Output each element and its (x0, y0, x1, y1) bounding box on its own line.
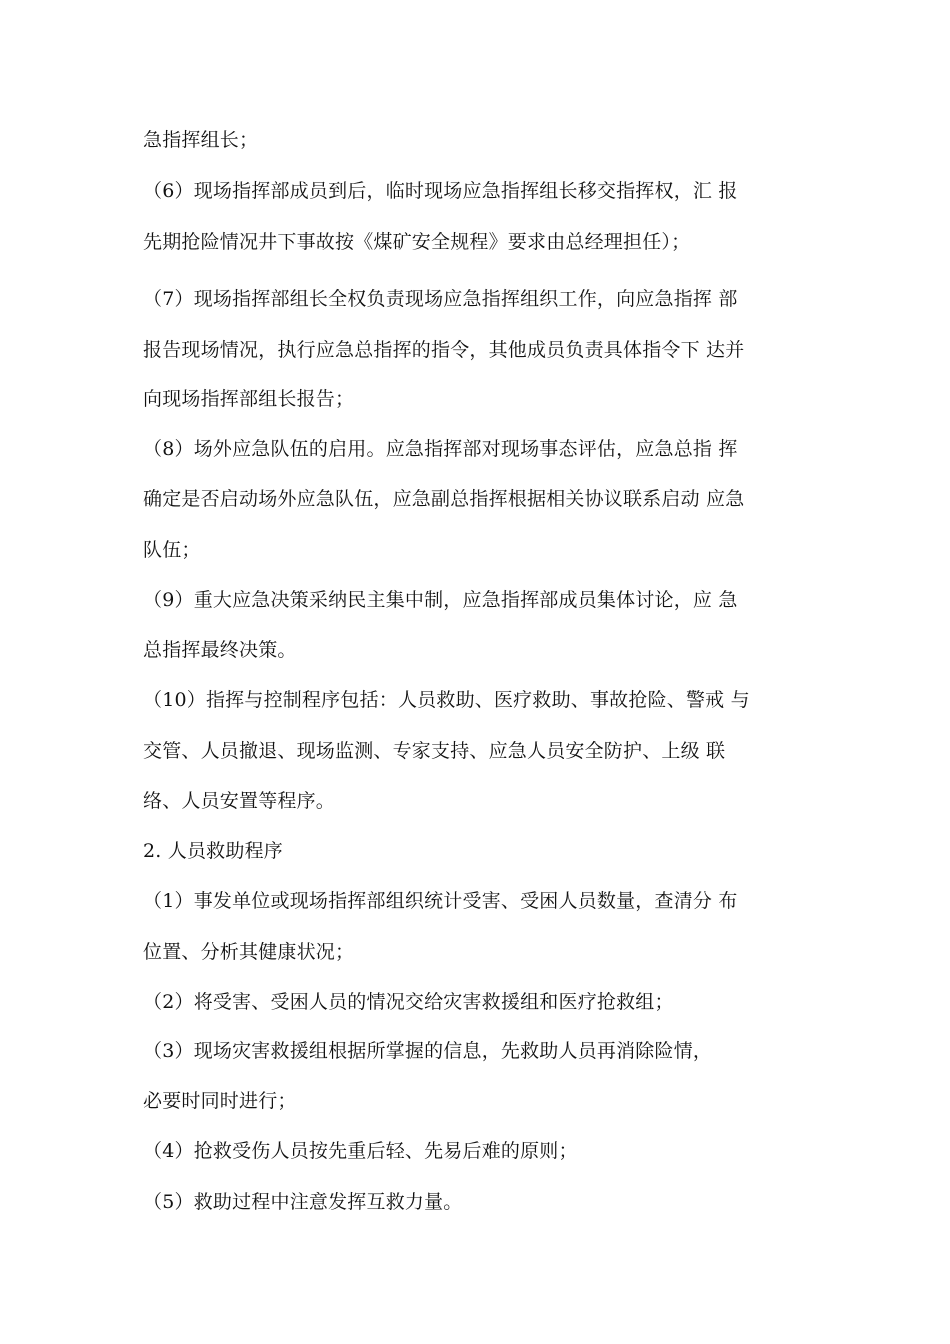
text-line: （1）事发单位或现场指挥部组织统计受害、受困人员数量，查清分 布 (143, 890, 738, 912)
text-line: （6）现场指挥部成员到后，临时现场应急指挥组长移交指挥权，汇 报 (143, 180, 738, 202)
text-line: （9）重大应急决策采纳民主集中制，应急指挥部成员集体讨论，应 急 (143, 589, 738, 611)
text-line: 先期抢险情况井下事故按《煤矿安全规程》要求由总经理担任）； (143, 231, 691, 253)
text-line: 确定是否启动场外应急队伍，应急副总指挥根据相关协议联系启动 应急 (143, 488, 745, 510)
text-line: 报告现场情况，执行应急总指挥的指令，其他成员负责具体指令下 达并 (143, 339, 745, 361)
text-line: 位置、分析其健康状况； (143, 941, 355, 963)
text-line: （5）救助过程中注意发挥互救力量。 (143, 1191, 463, 1213)
text-line: 急指挥组长； (143, 129, 259, 151)
text-line: （8）场外应急队伍的启用。应急指挥部对现场事态评估，应急总指 挥 (143, 438, 738, 460)
text-line: 络、人员安置等程序。 (143, 790, 336, 812)
text-line: （4）抢救受伤人员按先重后轻、先易后难的原则； (143, 1140, 578, 1162)
text-line: （3）现场灾害救援组根据所掌握的信息，先救助人员再消除险情， (143, 1040, 713, 1062)
text-line: 队伍； (143, 539, 201, 561)
section-heading: 2. 人员救助程序 (143, 840, 283, 862)
text-line: 交管、人员撤退、现场监测、专家支持、应急人员安全防护、上级 联 (143, 740, 726, 762)
text-line: 总指挥最终决策。 (143, 639, 297, 661)
text-line: （2）将受害、受困人员的情况交给灾害救援组和医疗抢救组； (143, 991, 674, 1013)
text-line: 必要时同时进行； (143, 1090, 297, 1112)
text-line: 向现场指挥部组长报告； (143, 388, 355, 410)
text-line: （7）现场指挥部组长全权负责现场应急指挥组织工作，向应急指挥 部 (143, 288, 738, 310)
text-line: （10）指挥与控制程序包括：人员救助、医疗救助、事故抢险、警戒 与 (143, 689, 750, 711)
